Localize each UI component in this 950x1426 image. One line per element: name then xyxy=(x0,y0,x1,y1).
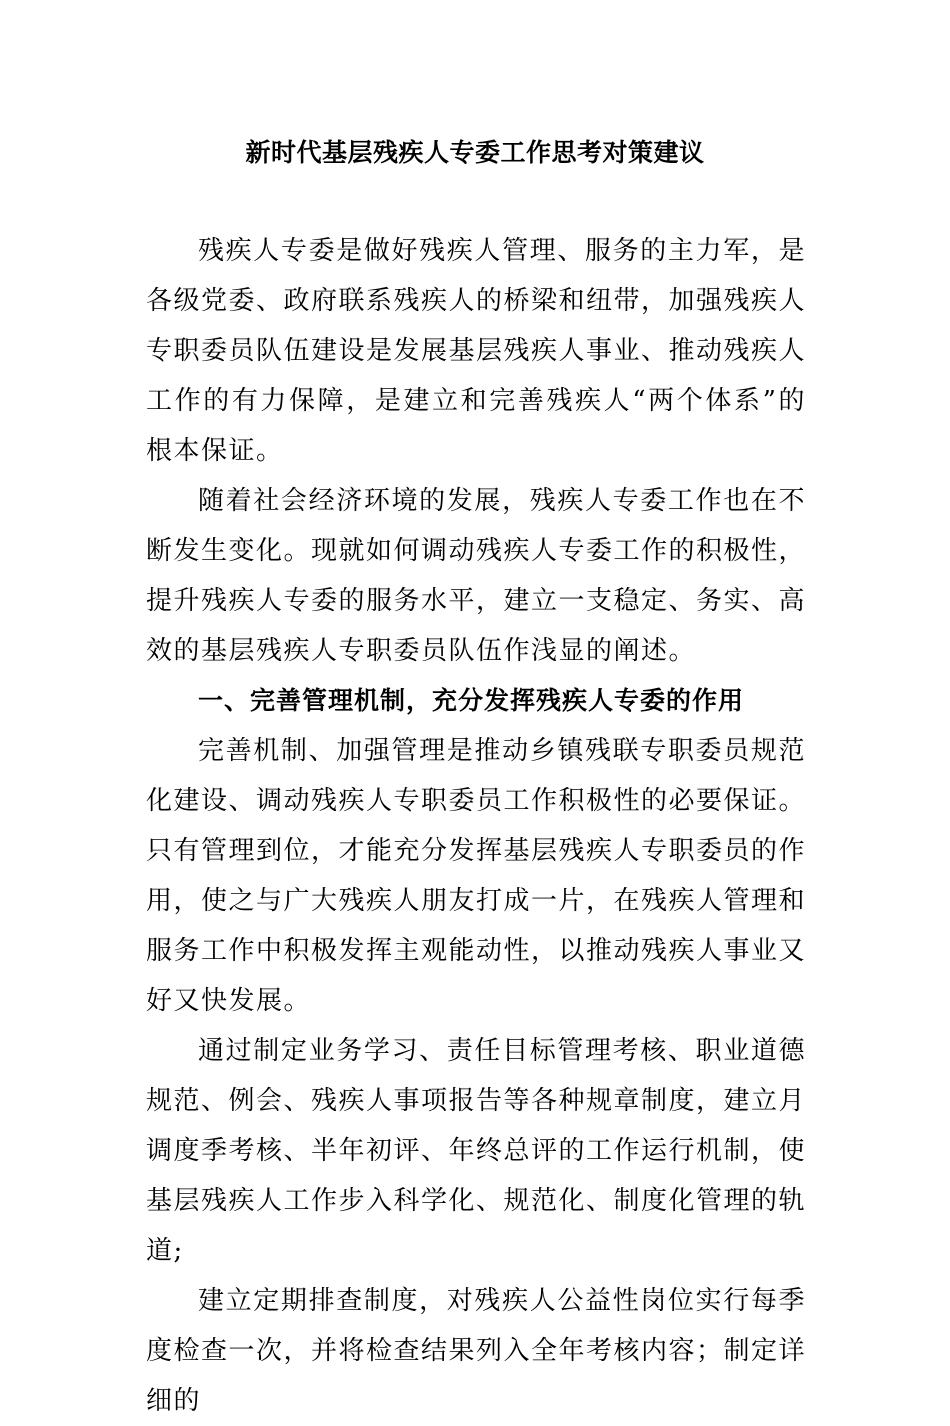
paragraph-context: 随着社会经济环境的发展，残疾人专委工作也在不断发生变化。现就如何调动残疾人专委工作的积极性，提升残疾人专委的服务水平，建立一支稳定、务实、高效的基层残疾人专职委员队伍作浅显的阐述。 xyxy=(146,486,807,666)
paragraph-section1-2: 通过制定业务学习、责任目标管理考核、职业道德规范、例会、残疾人事项报告等各种规章制度，建立月调度季考核、半年初评、年终总评的工作运行机制，使基层残疾人工作步入科学化、规范化、制度化管理的轨道; xyxy=(146,1036,807,1266)
paragraph-section1-1: 完善机制、加强管理是推动乡镇残联专职委员规范化建设、调动残疾人专职委员工作积极性的必要保证。只有管理到位，才能充分发挥基层残疾人专职委员的作用，使之与广大残疾人朋友打成一片，在残疾人管理和服务工作中积极发挥主观能动性，以推动残疾人事业又好又快发展。 xyxy=(146,736,807,1016)
section-heading: 一、完善管理机制，充分发挥残疾人专委的作用 xyxy=(198,686,745,715)
document-title: 新时代基层残疾人专委工作思考对策建议 xyxy=(245,138,705,167)
document-body xyxy=(146,226,806,1426)
paragraph-intro: 残疾人专委是做好残疾人管理、服务的主力军，是各级党委、政府联系残疾人的桥梁和纽带，加强残疾人专职委员队伍建设是发展基层残疾人事业、推动残疾人工作的有力保障，是建立和完善残疾人“两个体系”的根本保证。 xyxy=(146,236,807,466)
paragraph-section1-3: 建立定期排查制度，对残疾人公益性岗位实行每季度检查一次，并将检查结果列入全年考核内容；制定详细的 xyxy=(146,1286,807,1416)
